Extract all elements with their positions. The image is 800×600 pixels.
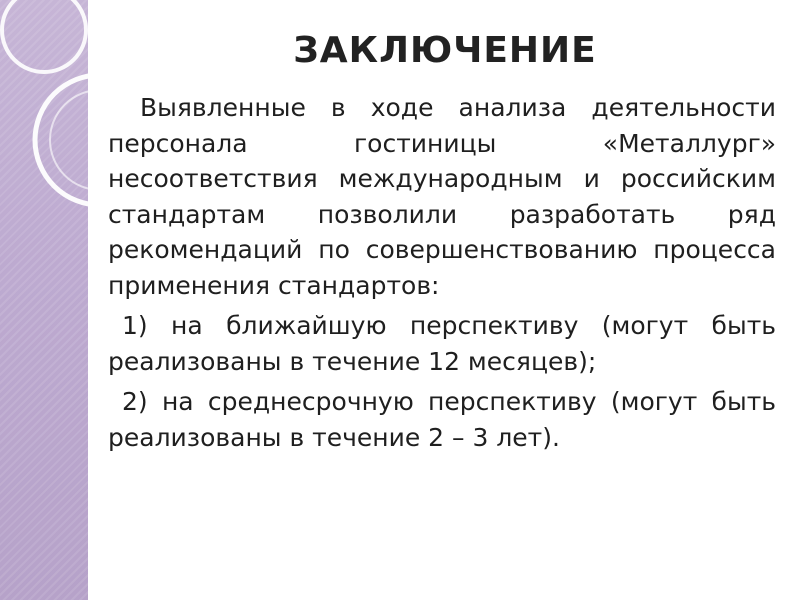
- slide-body: [108, 90, 776, 460]
- side-band-texture: [0, 0, 88, 600]
- slide-title: ЗАКЛЮЧЕНИЕ: [293, 30, 597, 71]
- list-item-short-term: 1) на ближайшую перспективу (могут быть реализованы в течение 12 месяцев);: [108, 311, 776, 376]
- side-band-edge: [88, 0, 91, 600]
- list-item-medium-term: 2) на среднесрочную перспективу (могут быть реализованы в течение 2 – 3 лет).: [108, 387, 776, 452]
- intro-paragraph: Выявленные в ходе анализа деятельности персонала гостиницы «Металлург» несоответствия международным и российским стандартам позволили разработать ряд рекомендаций по совершенствованию процесса применения стандартов:: [108, 93, 776, 300]
